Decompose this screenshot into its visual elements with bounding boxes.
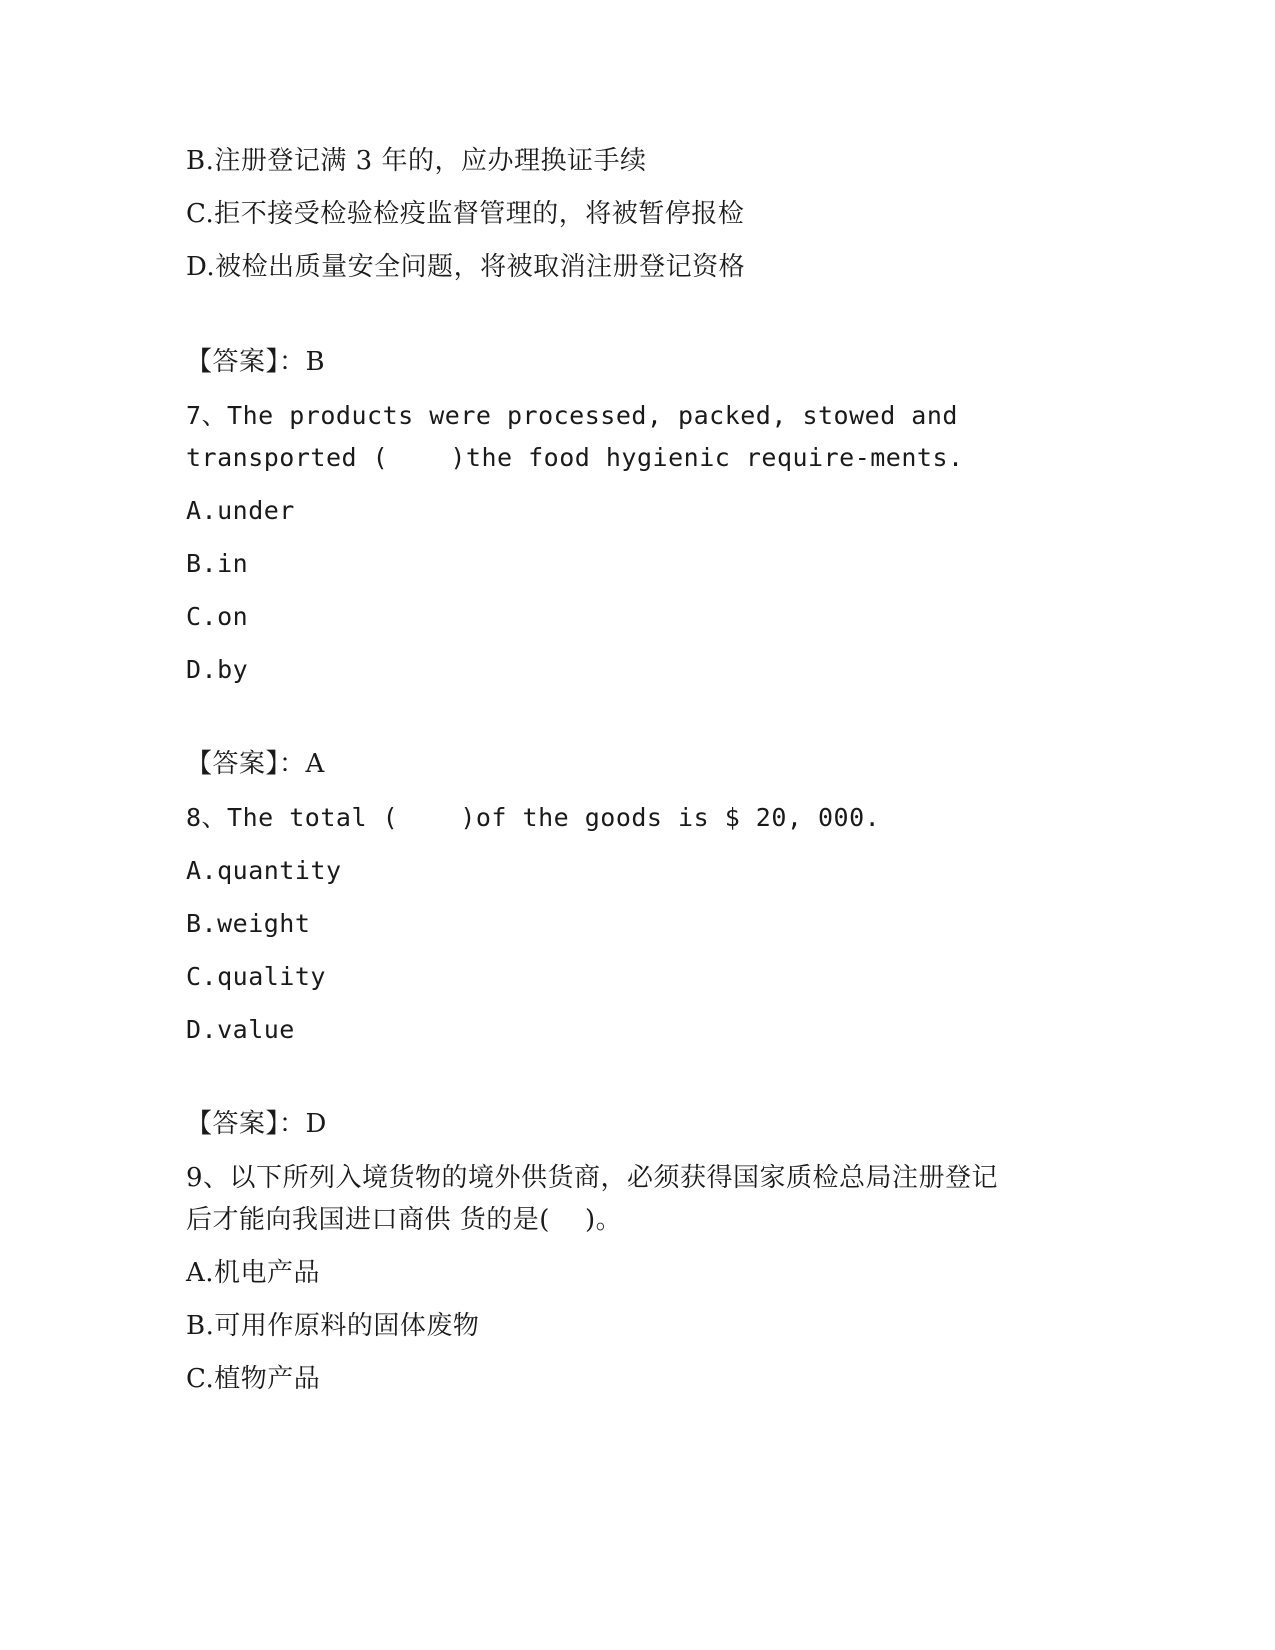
q7-option-c: C.on bbox=[186, 602, 249, 631]
q8-option-a: A.quantity bbox=[186, 856, 342, 885]
q8-option-d: D.value bbox=[186, 1015, 295, 1044]
q7-option-b: B.in bbox=[186, 549, 249, 578]
q9-stem-line2: 后才能向我国进口商供 货的是( )。 bbox=[186, 1205, 623, 1235]
q9-option-c: C.植物产品 bbox=[186, 1364, 321, 1394]
q8-option-b: B.weight bbox=[186, 909, 311, 938]
q7-option-a: A.under bbox=[186, 496, 295, 525]
q9-option-a: A.机电产品 bbox=[186, 1258, 321, 1288]
q8-answer: 【答案】：D bbox=[186, 1109, 327, 1139]
q9-stem-line1: 9、以下所列入境货物的境外供货商，必须获得国家质检总局注册登记 bbox=[186, 1163, 999, 1193]
q6-option-b: B.注册登记满 3 年的，应办理换证手续 bbox=[186, 146, 647, 176]
q6-answer: 【答案】：B bbox=[186, 347, 326, 377]
q8-stem: 8、The total ( )of the goods is $ 20, 000. bbox=[186, 803, 881, 832]
q6-option-d: D.被检出质量安全问题，将被取消注册登记资格 bbox=[186, 252, 746, 282]
q7-option-d: D.by bbox=[186, 655, 249, 684]
q8-option-c: C.quality bbox=[186, 962, 326, 991]
q9-option-b: B.可用作原料的固体废物 bbox=[186, 1311, 480, 1341]
q7-stem-line1: 7、The products were processed, packed, stowed and bbox=[186, 401, 958, 430]
q7-answer: 【答案】：A bbox=[186, 749, 325, 779]
q7-stem-line2: transported ( )the food hygienic require-ments. bbox=[186, 443, 964, 472]
q6-option-c: C.拒不接受检验检疫监督管理的，将被暂停报检 bbox=[186, 199, 745, 229]
